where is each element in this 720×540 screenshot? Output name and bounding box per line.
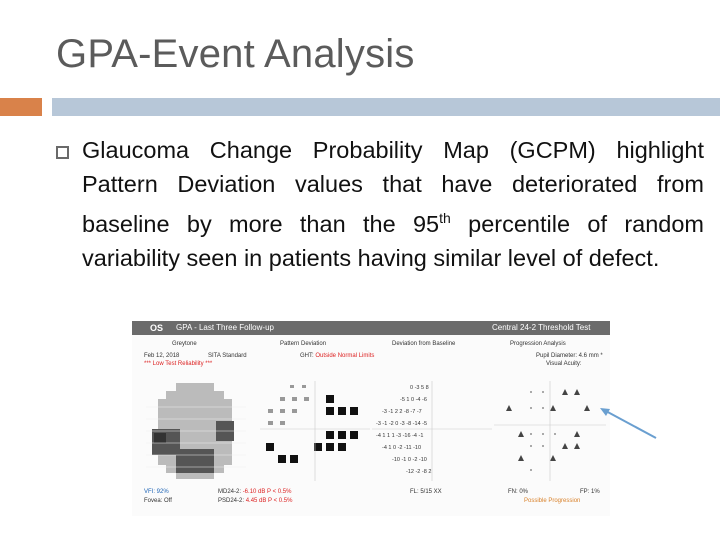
svg-text:-3 -1 -2 0 -3 -8 -14 -5: -3 -1 -2 0 -3 -8 -14 -5 bbox=[376, 421, 428, 427]
bullet-text-tail: percentile of random variability seen in patients having similar level of defect. bbox=[82, 210, 704, 271]
psd-value: 4.45 dB P < 0.5% bbox=[245, 498, 293, 504]
low-reliability: *** Low Test Reliability *** bbox=[144, 361, 213, 367]
visual-acuity: Visual Acuity: bbox=[546, 361, 582, 367]
bullet-text bbox=[82, 133, 704, 275]
vfi-value: VFI: 92% bbox=[144, 489, 169, 495]
svg-text:-5 1 0 -4 -6: -5 1 0 -4 -6 bbox=[400, 397, 427, 403]
bullet-text-main: Glaucoma Change Probability Map (GCPM) highlight Pattern Deviation values that have deteriorated from baseline by more than the 95 bbox=[82, 137, 704, 237]
bullet-square-icon bbox=[56, 146, 69, 159]
col-greytone: Greytone bbox=[172, 341, 197, 347]
svg-text:-12 -2 -8 2: -12 -2 -8 2 bbox=[406, 469, 432, 475]
deviation-baseline-map bbox=[372, 381, 492, 481]
eye-label: OS bbox=[150, 323, 164, 333]
md-value: -6.10 dB P < 0.5% bbox=[242, 489, 292, 495]
pupil-diameter: Pupil Diameter: 4.6 mm * bbox=[536, 353, 603, 359]
svg-text:-3 -1 2 2 -8 -7 -7: -3 -1 2 2 -8 -7 -7 bbox=[382, 409, 422, 415]
test-strategy: SITA Standard bbox=[208, 353, 247, 359]
svg-text:-4 1 1 1 -3 -16 -4 -1: -4 1 1 1 -3 -16 -4 -1 bbox=[376, 433, 424, 439]
svg-text:-10 -1 0 -2 -10: -10 -1 0 -2 -10 bbox=[392, 457, 427, 463]
report-header-test: Central 24-2 Threshold Test bbox=[492, 323, 591, 332]
fovea-value: Fovea: Off bbox=[144, 498, 172, 504]
fn-value: FN: 0% bbox=[508, 489, 529, 495]
ght-value: Outside Normal Limits bbox=[315, 353, 375, 359]
accent-bar-blue bbox=[52, 98, 720, 116]
gpa-report-image bbox=[132, 321, 610, 516]
greytone-map bbox=[146, 377, 246, 487]
md-label: MD24-2: bbox=[218, 489, 242, 495]
slide-title: GPA-Event Analysis bbox=[56, 32, 415, 76]
progression-status: Possible Progression bbox=[524, 498, 581, 504]
col-deviation: Deviation from Baseline bbox=[392, 341, 456, 347]
svg-text:0 -3 5 8: 0 -3 5 8 bbox=[410, 385, 429, 391]
svg-text:-4 1 0 -2 -11 -10: -4 1 0 -2 -11 -10 bbox=[382, 445, 422, 451]
psd-label: PSD24-2: bbox=[218, 498, 245, 504]
progression-map bbox=[494, 381, 606, 481]
col-progression: Progression Analysis bbox=[510, 341, 566, 347]
report-header bbox=[132, 321, 610, 335]
report-header-title: GPA - Last Three Follow-up bbox=[176, 323, 274, 332]
fl-value: FL: 5/15 XX bbox=[410, 489, 442, 495]
pointer-arrow-icon bbox=[598, 406, 660, 442]
accent-bar-orange bbox=[0, 98, 42, 116]
pattern-deviation-map bbox=[260, 381, 370, 481]
bullet-superscript: th bbox=[439, 210, 451, 226]
ght-label: GHT: bbox=[300, 353, 314, 359]
fp-value: FP: 1% bbox=[580, 489, 600, 495]
test-date: Feb 12, 2018 bbox=[144, 353, 180, 359]
col-pattern: Pattern Deviation bbox=[280, 341, 327, 347]
